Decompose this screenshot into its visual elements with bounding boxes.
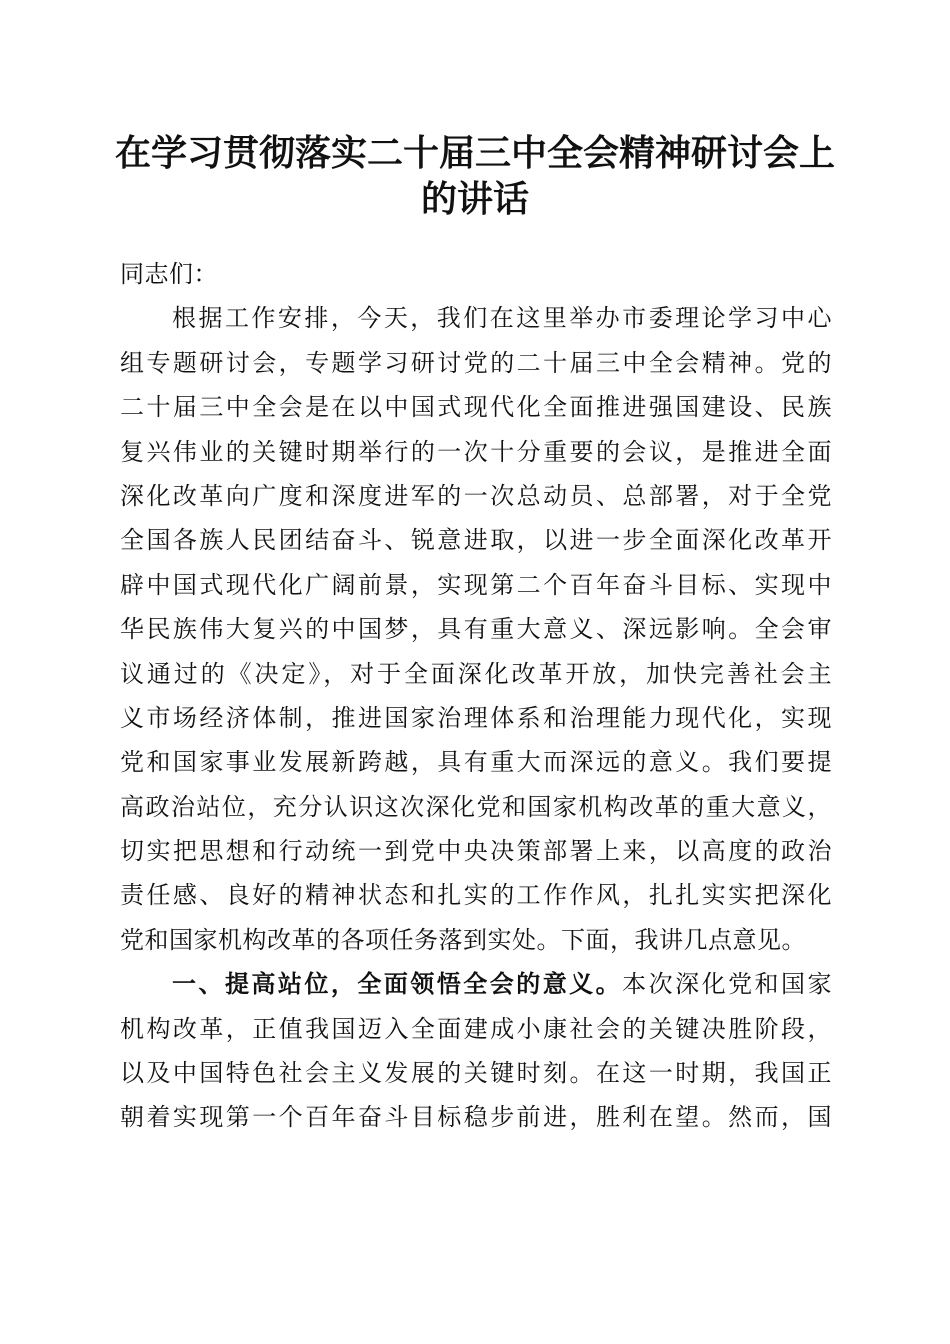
paragraph-line: 党和国家机构改革的各项任务落到实处。下面，我讲几点意见。 (120, 925, 806, 954)
document-body (120, 252, 832, 1140)
document-title (100, 130, 850, 222)
paragraph-line: 辟中国式现代化广阔前景，实现第二个百年奋斗目标、实现中 (120, 570, 832, 599)
paragraph-intro (120, 296, 832, 962)
salutation: 同志们： (120, 260, 218, 288)
section-1-first-line (120, 962, 832, 1006)
paragraph-line: 全国各族人民团结奋斗、锐意进取，以进一步全面深化改革开 (120, 526, 832, 555)
paragraph-line: 根据工作安排，今天，我们在这里举办市委理论学习中心 (172, 304, 832, 333)
paragraph-line: 复兴伟业的关键时期举行的一次十分重要的会议，是推进全面 (120, 437, 832, 466)
paragraph-line: 切实把思想和行动统一到党中央决策部署上来，以高度的政治 (120, 837, 832, 866)
section-1-first-line-text: 本次深化党和国家 (622, 970, 833, 999)
paragraph-line: 二十届三中全会是在以中国式现代化全面推进强国建设、民族 (120, 393, 832, 422)
paragraph-line: 朝着实现第一个百年奋斗目标稳步前进，胜利在望。然而，国 (120, 1103, 832, 1132)
paragraph-line: 责任感、良好的精神状态和扎实的工作作风，扎扎实实把深化 (120, 881, 832, 910)
paragraph-line: 深化改革向广度和深度进军的一次总动员、总部署，对于全党 (120, 481, 832, 510)
paragraph-line: 以及中国特色社会主义发展的关键时刻。在这一时期，我国正 (120, 1059, 832, 1088)
paragraph-line: 机构改革，正值我国迈入全面建成小康社会的关键决胜阶段， (120, 1014, 832, 1043)
paragraph-line: 高政治站位，充分认识这次深化党和国家机构改革的重大意义， (120, 792, 832, 821)
paragraph-line: 义市场经济体制，推进国家治理体系和治理能力现代化，实现 (120, 703, 832, 732)
paragraph-line: 党和国家事业发展新跨越，具有重大而深远的意义。我们要提 (120, 748, 832, 777)
title-line-1: 在学习贯彻落实二十届三中全会精神研讨会上 (114, 132, 835, 174)
title-line-2: 的讲话 (420, 178, 529, 220)
section-1-heading: 一、提高站位，全面领悟全会的意义。 (172, 970, 623, 999)
section-1 (120, 962, 832, 1140)
paragraph-line: 华民族伟大复兴的中国梦，具有重大意义、深远影响。全会审 (120, 615, 832, 644)
paragraph-line: 组专题研讨会，专题学习研讨党的二十届三中全会精神。党的 (120, 348, 832, 377)
paragraph-line: 议通过的《决定》，对于全面深化改革开放，加快完善社会主 (120, 659, 832, 688)
